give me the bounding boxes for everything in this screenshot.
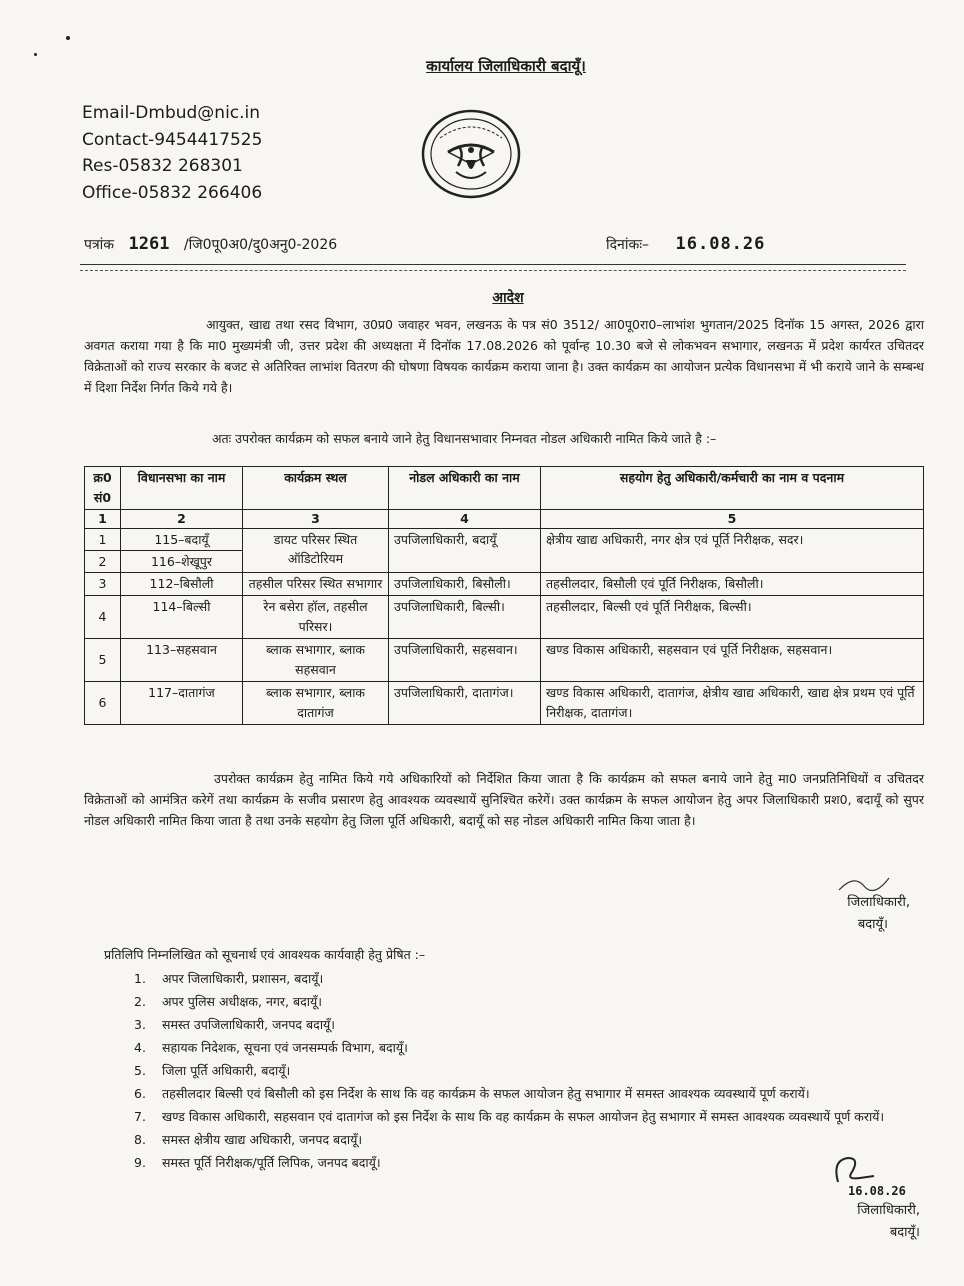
row-nodal-officer: उपजिलाधिकारी, दातागंज।	[389, 682, 541, 725]
row-assembly: 117–दातागंज	[121, 682, 243, 725]
header-divider	[80, 264, 906, 265]
signature-block-2	[800, 1200, 920, 1244]
column-number: 5	[541, 510, 924, 529]
row-serial: 3	[85, 573, 121, 596]
row-serial: 6	[85, 682, 121, 725]
nodal-officer-table	[84, 466, 924, 725]
list-item: 3. समस्त उपजिलाधिकारी, जनपद बदायूँ।	[134, 1017, 336, 1032]
letter-date	[606, 234, 765, 254]
stray-mark	[66, 36, 70, 40]
table-header-row	[85, 467, 924, 510]
list-item: 5. जिला पूर्ति अधिकारी, बदायूँ।	[134, 1063, 291, 1078]
row-nodal-officer: उपजिलाधिकारी, सहसवान।	[389, 639, 541, 682]
signatory-place: बदायूँ।	[889, 1225, 920, 1240]
signatory-designation: जिलाधिकारी,	[857, 1203, 920, 1218]
table-row	[85, 529, 924, 551]
date-label: दिनांकः–	[606, 237, 650, 253]
header-divider-dashed	[80, 270, 906, 271]
row-serial: 5	[85, 639, 121, 682]
office-phone-text: Office-05832 266406	[82, 182, 263, 203]
list-item: 9. समस्त पूर्ति निरीक्षक/पूर्ति लिपिक, जनपद बदायूँ।	[134, 1155, 381, 1170]
table-row	[85, 682, 924, 725]
list-item: 1. अपर जिलाधिकारी, प्रशासन, बदायूँ।	[134, 971, 324, 986]
row-nodal-officer: उपजिलाधिकारी, बिसौली।	[389, 573, 541, 596]
reference-suffix: /जि0पू0अ0/दु0अनु0-2026	[183, 237, 338, 253]
row-venue: तहसील परिसर स्थित सभागार	[243, 573, 389, 596]
list-item: 8. समस्त क्षेत्रीय खाद्य अधिकारी, जनपद बदायूँ।	[134, 1132, 363, 1147]
list-item: 2. अपर पुलिस अधीक्षक, नगर, बदायूँ।	[134, 994, 322, 1009]
signature-block-1	[800, 892, 910, 936]
row-serial: 2	[85, 551, 121, 573]
copy-intro: प्रतिलिपि निम्नलिखित को सूचनार्थ एवं आवश्यक कार्यवाही हेतु प्रेषित :–	[104, 947, 426, 962]
list-item: 6. तहसीलदार बिल्सी एवं बिसौली को इस निर्देश के साथ कि वह कार्यक्रम के सफल आयोजन हेतु सभागार में समस्त आवश्यक व्यवस्थायें पूर्ण करायें।	[134, 1086, 810, 1101]
row-support-staff: खण्ड विकास अधिकारी, दातागंज, क्षेत्रीय खाद्य अधिकारी, खाद्य क्षेत्र प्रथम एवं पूर्ति निरीक्षक, दातागंज।	[541, 682, 924, 725]
order-paragraph-1: आयुक्त, खाद्य तथा रसद विभाग, उ0प्र0 जवाहर भवन, लखनऊ के पत्र सं0 3512/ आ0पू0रा0–लाभांश भुगतान/2025 दिनॉक 15 अगस्त, 2026 द्वारा अवगत कराया गया है कि मा0 मुख्यमंत्री जी, उत्तर प्रदेश की अध्यक्षता में दिनॉक 17.08.2026 को पूर्वान्ह 10.30 बजे से लोकभवन सभागार, लखनऊ में प्रदेश कार्यरत उचितदर विक्रेताओं को राज्य सरकार के बजट से अतिरिक्त लाभांश वितरण की घोषणा विषयक कार्यक्रम कराया जाना है। उक्त कार्यक्रम का आयोजन प्रत्येक विधानसभा में भी कराये जाने के सम्बन्ध में दिशा निर्देश निर्गत किये गये है।	[84, 317, 924, 395]
signatory-designation: जिलाधिकारी,	[847, 895, 910, 910]
contact-block	[82, 100, 262, 206]
row-nodal-officer: उपजिलाधिकारी, बिल्सी।	[389, 596, 541, 639]
column-number: 4	[389, 510, 541, 529]
list-item: 7. खण्ड विकास अधिकारी, सहसवान एवं दातागंज को इस निर्देश के साथ कि वह कार्यक्रम के सफल आयोजन हेतु सभागार में समस्त आवश्यक व्यवस्थायें पूर्ण करायें।	[134, 1109, 885, 1124]
row-support-staff: तहसीलदार, बिसौली एवं पूर्ति निरीक्षक, बिसौली।	[541, 573, 924, 596]
row-assembly: 113–सहसवान	[121, 639, 243, 682]
copy-list	[104, 968, 934, 1175]
table-row	[85, 573, 924, 596]
row-support-staff: क्षेत्रीय खाद्य अधिकारी, नगर क्षेत्र एवं पूर्ति निरीक्षक, सदर।	[541, 529, 924, 573]
table-number-row	[85, 510, 924, 529]
header-serial: क्र0 सं0	[85, 467, 121, 510]
header-support-staff: सहयोग हेतु अधिकारी/कर्मचारी का नाम व पदनाम	[541, 467, 924, 510]
date-value: 16.08.26	[675, 234, 766, 254]
order-paragraph-2: अतः उपरोक्त कार्यक्रम को सफल बनाये जाने हेतु विधानसभावार निम्नवत नोडल अधिकारी नामित किये जाते है :–	[212, 431, 717, 446]
row-venue: ब्लाक सभागार, ब्लाक सहसवान	[243, 639, 389, 682]
row-assembly: 114–बिल्सी	[121, 596, 243, 639]
row-assembly: 116–शेखूपुर	[121, 551, 243, 573]
signatory-place: बदायूँ।	[857, 917, 888, 932]
reference-number: 1261	[128, 234, 170, 254]
letter-reference	[84, 234, 337, 254]
row-support-staff: खण्ड विकास अधिकारी, सहसवान एवं पूर्ति निरीक्षक, सहसवान।	[541, 639, 924, 682]
row-nodal-officer: उपजिलाधिकारी, बदायूँ	[389, 529, 541, 573]
row-venue: डायट परिसर स्थित ऑडिटोरियम	[243, 529, 389, 573]
table-row	[85, 639, 924, 682]
header-nodal-officer: नोडल अधिकारी का नाम	[389, 467, 541, 510]
header-venue: कार्यक्रम स्थल	[243, 467, 389, 510]
residence-phone-text: Res-05832 268301	[82, 156, 243, 176]
reference-label: पत्रांक	[84, 237, 115, 253]
email-text: Email-Dmbud@nic.in	[82, 103, 261, 123]
row-assembly: 112–बिसौली	[121, 573, 243, 596]
row-support-staff: तहसीलदार, बिल्सी एवं पूर्ति निरीक्षक, बिल्सी।	[541, 596, 924, 639]
row-venue: ब्लाक सभागार, ब्लाक दातागंज	[243, 682, 389, 725]
list-item: 4. सहायक निदेशक, सूचना एवं जनसम्पर्क विभाग, बदायूँ।	[134, 1040, 408, 1055]
handwritten-date: 16.08.26	[848, 1184, 906, 1198]
row-serial: 4	[85, 596, 121, 639]
column-number: 3	[243, 510, 389, 529]
order-heading: आदेश	[492, 290, 524, 306]
order-paragraph-3: उपरोक्त कार्यक्रम हेतु नामित किये गये अधिकारियों को निर्देशित किया जाता है कि कार्यक्रम को सफल बनाये जाने हेतु मा0 जनप्रतिनिधियों व उचितदर विक्रेताओं को आमंत्रित करेगें तथा कार्यक्रम के सजीव प्रसारण हेतु आवश्यक व्यवस्थायें सुनिश्चित करेगें। उक्त कार्यक्रम के सफल आयोजन हेतु अपर जिलाधिकारी प्रश0, बदायूँ को सुपर नोडल अधिकारी नामित किया जाता है तथा उनके सहयोग हेतु जिला पूर्ति अधिकारी, बदायूँ को सह नोडल अधिकारी नामित किया जाता है।	[84, 771, 924, 828]
header-assembly: विधानसभा का नाम	[121, 467, 243, 510]
row-serial: 1	[85, 529, 121, 551]
table-row	[85, 596, 924, 639]
initial-mark	[830, 1152, 880, 1188]
row-venue: रेन बसेरा हॉल, तहसील परिसर।	[243, 596, 389, 639]
office-title: कार्यालय जिलाधिकारी बदायूँ।	[426, 57, 586, 75]
uttar-pradesh-seal-icon	[420, 108, 522, 200]
column-number: 2	[121, 510, 243, 529]
column-number: 1	[85, 510, 121, 529]
row-assembly: 115–बदायूँ	[121, 529, 243, 551]
contact-text: Contact-9454417525	[82, 129, 263, 150]
